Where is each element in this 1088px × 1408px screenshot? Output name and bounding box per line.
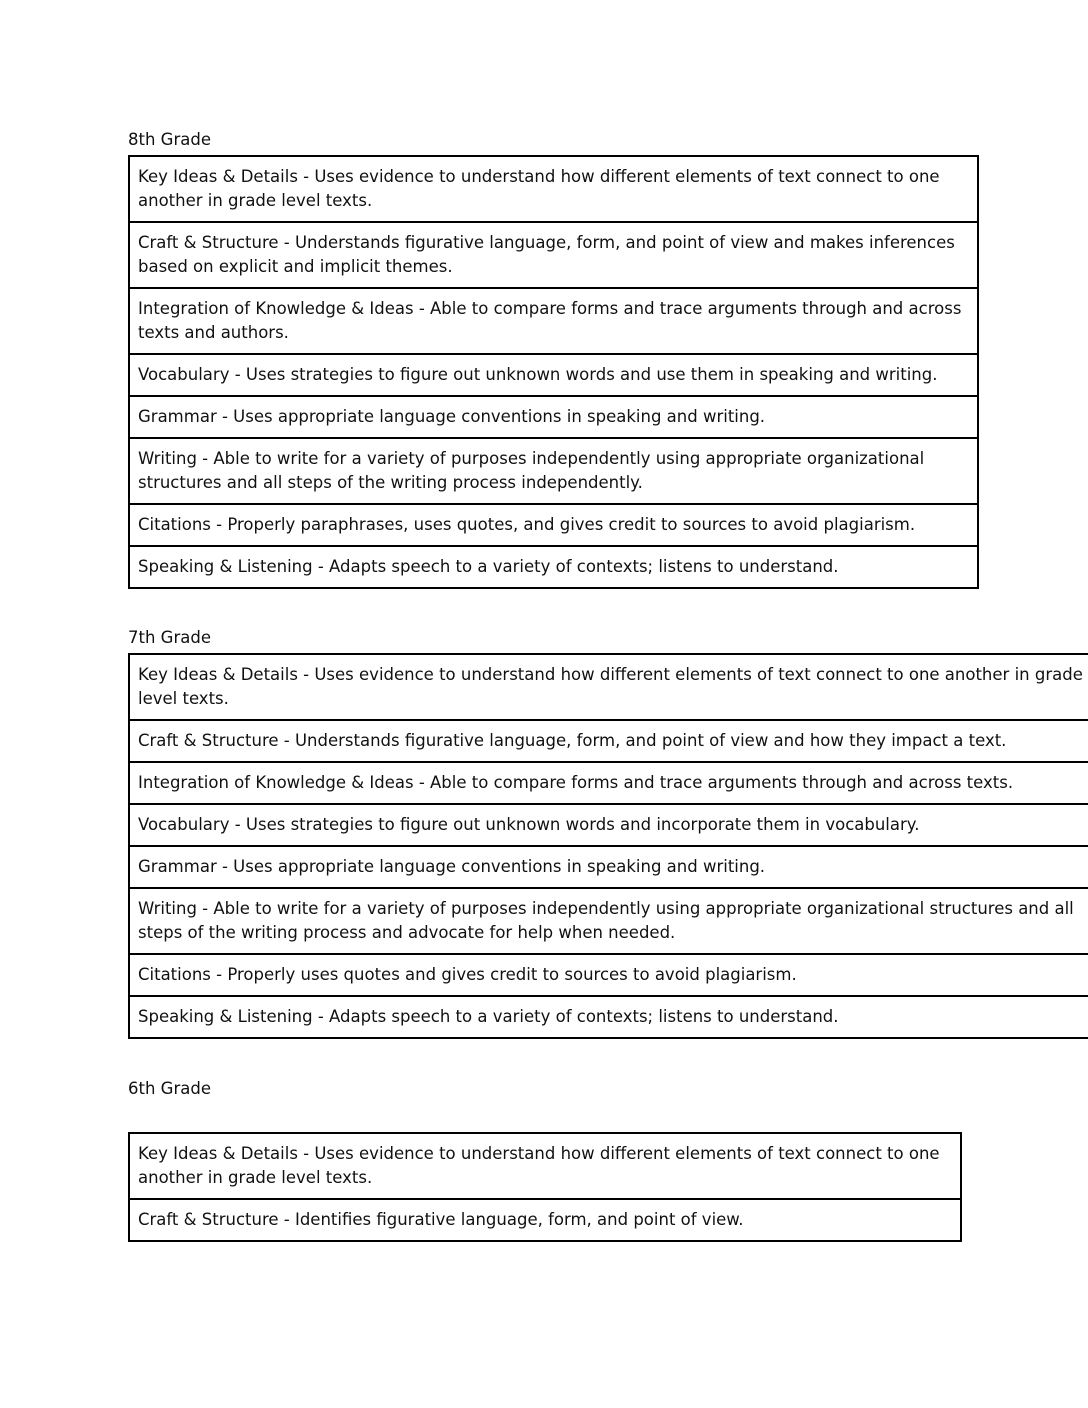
standards-table-7th [128,653,1088,1039]
standard-cell: Grammar - Uses appropriate language conventions in speaking and writing. [129,396,978,438]
standard-cell: Writing - Able to write for a variety of purposes independently using appropriate organizational structures and all steps of the writing process and advocate for help when needed. [129,888,1088,954]
table-row [129,804,1088,846]
table-row [129,504,978,546]
standards-table-8th [128,155,979,589]
table-row [129,354,978,396]
standard-cell: Key Ideas & Details - Uses evidence to understand how different elements of text connect to one another in grade level texts. [129,156,978,222]
grade-heading-7th: 7th Grade [128,628,211,647]
table-row [129,954,1088,996]
grade-heading-8th: 8th Grade [128,130,211,149]
table-row [129,996,1088,1038]
table-row [129,888,1088,954]
table-row [129,156,978,222]
table-row [129,222,978,288]
standard-cell: Citations - Properly uses quotes and gives credit to sources to avoid plagiarism. [129,954,1088,996]
table-row [129,720,1088,762]
standard-cell: Speaking & Listening - Adapts speech to a variety of contexts; listens to understand. [129,996,1088,1038]
standard-cell: Key Ideas & Details - Uses evidence to understand how different elements of text connect to one another in grade level texts. [129,1133,961,1199]
standard-cell: Citations - Properly paraphrases, uses quotes, and gives credit to sources to avoid plagiarism. [129,504,978,546]
table-row [129,546,978,588]
standard-cell: Speaking & Listening - Adapts speech to a variety of contexts; listens to understand. [129,546,978,588]
table-row [129,1133,961,1199]
standard-cell: Craft & Structure - Understands figurative language, form, and point of view and how they impact a text. [129,720,1088,762]
table-row [129,438,978,504]
standard-cell: Vocabulary - Uses strategies to figure out unknown words and incorporate them in vocabulary. [129,804,1088,846]
standards-table-6th [128,1132,962,1242]
table-row [129,654,1088,720]
standard-cell: Craft & Structure - Identifies figurative language, form, and point of view. [129,1199,961,1241]
table-row [129,288,978,354]
grade-heading-6th: 6th Grade [128,1079,211,1098]
table-row [129,762,1088,804]
table-row [129,396,978,438]
table-row [129,846,1088,888]
standard-cell: Integration of Knowledge & Ideas - Able to compare forms and trace arguments through and across texts. [129,762,1088,804]
standard-cell: Craft & Structure - Understands figurative language, form, and point of view and makes inferences based on explicit and implicit themes. [129,222,978,288]
standard-cell: Grammar - Uses appropriate language conventions in speaking and writing. [129,846,1088,888]
standard-cell: Key Ideas & Details - Uses evidence to understand how different elements of text connect to one another in grade level texts. [129,654,1088,720]
standard-cell: Writing - Able to write for a variety of purposes independently using appropriate organizational structures and all steps of the writing process independently. [129,438,978,504]
table-row [129,1199,961,1241]
standard-cell: Integration of Knowledge & Ideas - Able to compare forms and trace arguments through and across texts and authors. [129,288,978,354]
standard-cell: Vocabulary - Uses strategies to figure out unknown words and use them in speaking and writing. [129,354,978,396]
